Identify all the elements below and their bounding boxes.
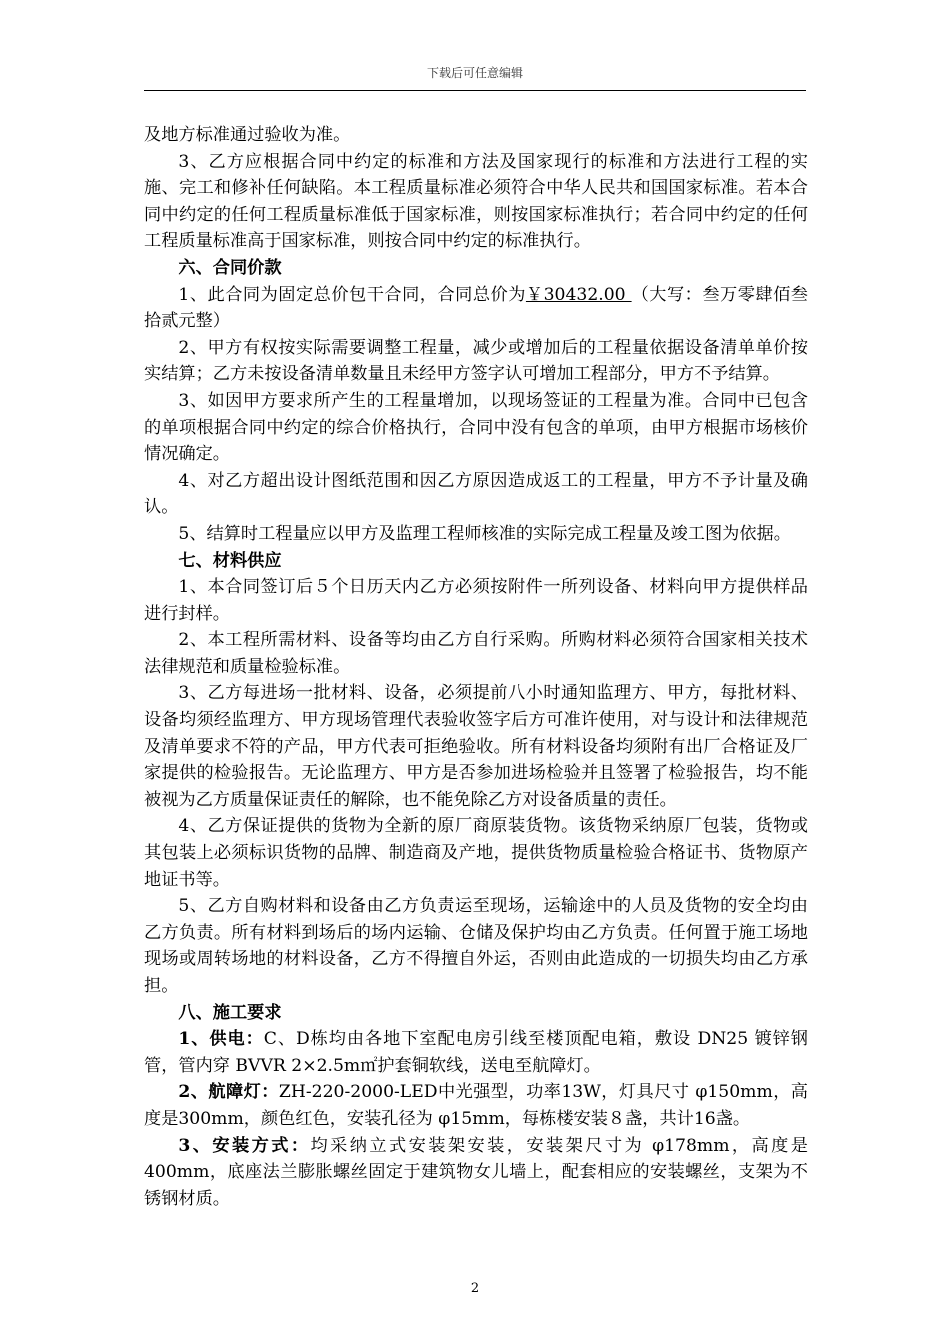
paragraph-obstruction-light	[144, 1079, 808, 1132]
paragraph-price-5: 5、结算时工程量应以甲方及监理工程师核准的实际完成工程量及竣工图为依据。	[178, 523, 791, 544]
paragraph-material-3: 3、乙方每进场一批材料、设备，必须提前八小时通知监理方、甲方，每批材料、设备均须经监理方、甲方现场管理代表验收签字后方可准许使用，对与设计和法律规范及清单要求不符的产品，甲方代表可拒绝验收。所有材料设备均须附有出厂合格证及厂家提供的检验报告。无论监理方、甲方是否参加进场检验并且签署了检验报告，均不能被视为乙方质量保证责任的解除，也不能免除乙方对设备质量的责任。	[144, 683, 808, 810]
paragraph-price-2: 2、甲方有权按实际需要调整工程量，减少或增加后的工程量依据设备清单单价按实结算；乙方未按设备清单数量且未经甲方签字认可增加工程部分，甲方不予结算。	[144, 337, 808, 385]
paragraph-power-supply	[144, 1026, 808, 1079]
paragraph-installation-method	[144, 1133, 808, 1213]
paragraph-price-1	[144, 282, 808, 335]
paragraph-material-5: 5、乙方自购材料和设备由乙方负责运至现场，运输途中的人员及货物的安全均由乙方负责。所有材料到场后的场内运输、仓储及保护均由乙方负责。任何置于施工场地现场或周转场地的材料设备，乙方不得擅自外运，否则由此造成的一切损失均由乙方承担。	[144, 896, 808, 996]
section-heading-material-supply: 七、材料供应	[178, 550, 282, 571]
paragraph-material-2: 2、本工程所需材料、设备等均由乙方自行采购。所购材料必须符合国家相关技术法律规范和质量检验标准。	[144, 630, 808, 677]
price-1-text: 1、此合同为固定总价包干合同，合同总价为	[178, 284, 526, 305]
installation-method-text: 均采纳立式安装架安装，安装架尺寸为 φ178mm，高度是400mm，底座法兰膨胀螺丝固定于建筑物女儿墙上，配套相应的安装螺丝，支架为不锈钢材质。	[144, 1135, 808, 1209]
paragraph-material-1: 1、本合同签订后５个日历天内乙方必须按附件一所列设备、材料向甲方提供样品进行封样。	[144, 577, 808, 624]
page-header: 下载后可任意编辑	[426, 66, 523, 80]
paragraph-price-4: 4、对乙方超出设计图纸范围和因乙方原因造成返工的工程量，甲方不予计量及确认。	[144, 470, 808, 518]
power-supply-text: C、D栋均由各地下室配电房引线至楼顶配电箱，敷设 DN25 镀锌钢管，管内穿 BVVR 2×2.5m㎡护套铜软线，送电至航障灯。	[144, 1029, 808, 1076]
paragraph-price-3: 3、如因甲方要求所产生的工程量增加，以现场签证的工程量为准。合同中已包含的单项根据合同中约定的综合价格执行，合同中没有包含的单项，由甲方根据市场核价情况确定。	[144, 390, 808, 465]
page-number: 2	[470, 1281, 480, 1296]
paragraph-quality-3: 3、乙方应根据合同中约定的标准和方法及国家现行的标准和方法进行工程的实施、完工和修补任何缺陷。本工程质量标准必须符合中华人民共和国国家标准。若本合同中约定的任何工程质量标准低于国家标准，则按国家标准执行；若合同中约定的任何工程质量标准高于国家标准，则按合同中约定的标准执行。	[144, 151, 808, 252]
header-divider	[144, 90, 806, 91]
obstruction-light-label: 2、航障灯：	[178, 1082, 279, 1103]
installation-method-label: 3、安装方式：	[178, 1135, 311, 1156]
section-heading-contract-price: 六、合同价款	[178, 257, 282, 278]
obstruction-light-text: ZH-220-2000-LED中光强型，功率13W，灯具尺寸 φ150mm，高度是300mm，颜色红色，安装孔径为 φ15mm，每栋楼安装８盏，共计16盏。	[144, 1082, 808, 1129]
power-supply-label: 1、供电：	[178, 1029, 264, 1050]
paragraph-intro: 及地方标准通过验收为准。	[144, 125, 351, 145]
document-body	[144, 122, 808, 1212]
price-1-uppercase: （大写：叁万零肆佰叁拾贰元整）	[144, 284, 808, 332]
paragraph-material-4: 4、乙方保证提供的货物为全新的原厂商原装货物。该货物采纳原厂包装，货物或其包装上必须标识货物的品牌、制造商及产地，提供货物质量检验合格证书、货物原产地证书等。	[144, 816, 808, 890]
section-heading-construction-requirements: 八、施工要求	[178, 1002, 282, 1023]
contract-total-amount: ￥30432.00	[525, 284, 632, 305]
